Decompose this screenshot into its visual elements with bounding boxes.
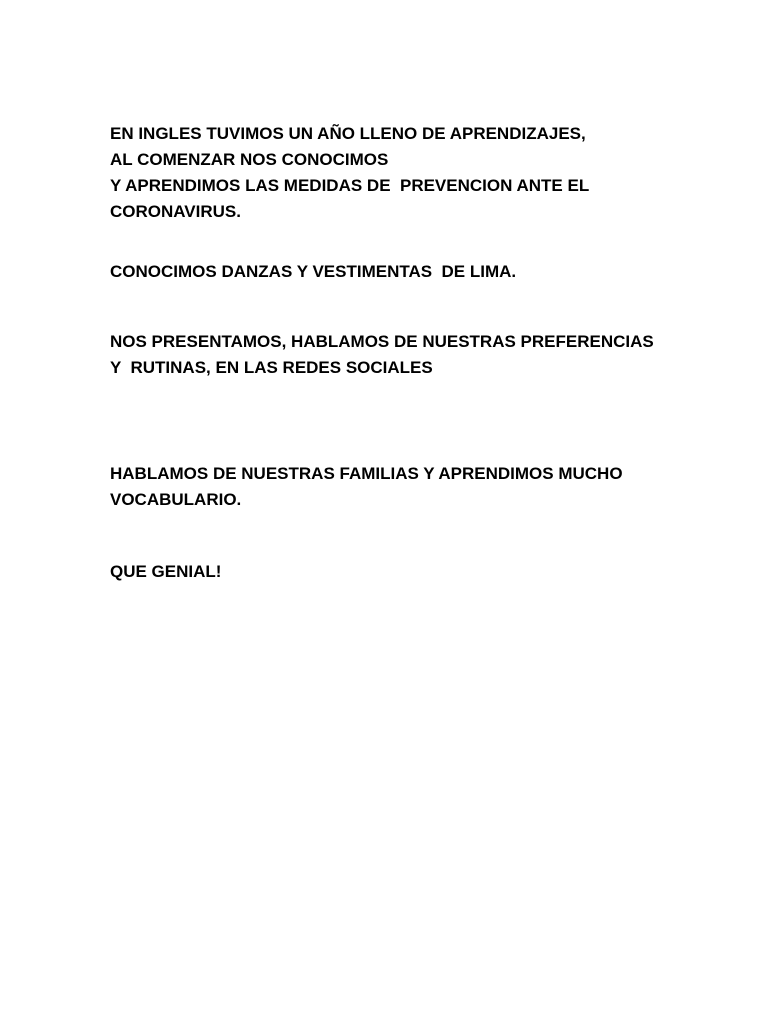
paragraph-3-line-2: Y RUTINAS, EN LAS REDES SOCIALES [110,358,433,377]
paragraph-5-line-1: QUE GENIAL! [110,562,222,581]
paragraph-1-line-2: AL COMENZAR NOS CONOCIMOS [110,150,389,169]
paragraph-1-line-4: CORONAVIRUS. [110,202,241,221]
paragraph-4-line-1: HABLAMOS DE NUESTRAS FAMILIAS Y APRENDIMOS MUCHO [110,464,623,483]
paragraph-1-line-1: EN INGLES TUVIMOS UN AÑO LLENO DE APRENDIZAJES, [110,124,586,143]
paragraph-4-line-2: VOCABULARIO. [110,490,242,509]
paragraph-2-line-1: CONOCIMOS DANZAS Y VESTIMENTAS DE LIMA. [110,262,517,281]
paragraph-1-line-3: Y APRENDIMOS LAS MEDIDAS DE PREVENCION ANTE EL [110,176,590,195]
paragraph-3-line-1: NOS PRESENTAMOS, HABLAMOS DE NUESTRAS PREFERENCIAS [110,332,654,351]
